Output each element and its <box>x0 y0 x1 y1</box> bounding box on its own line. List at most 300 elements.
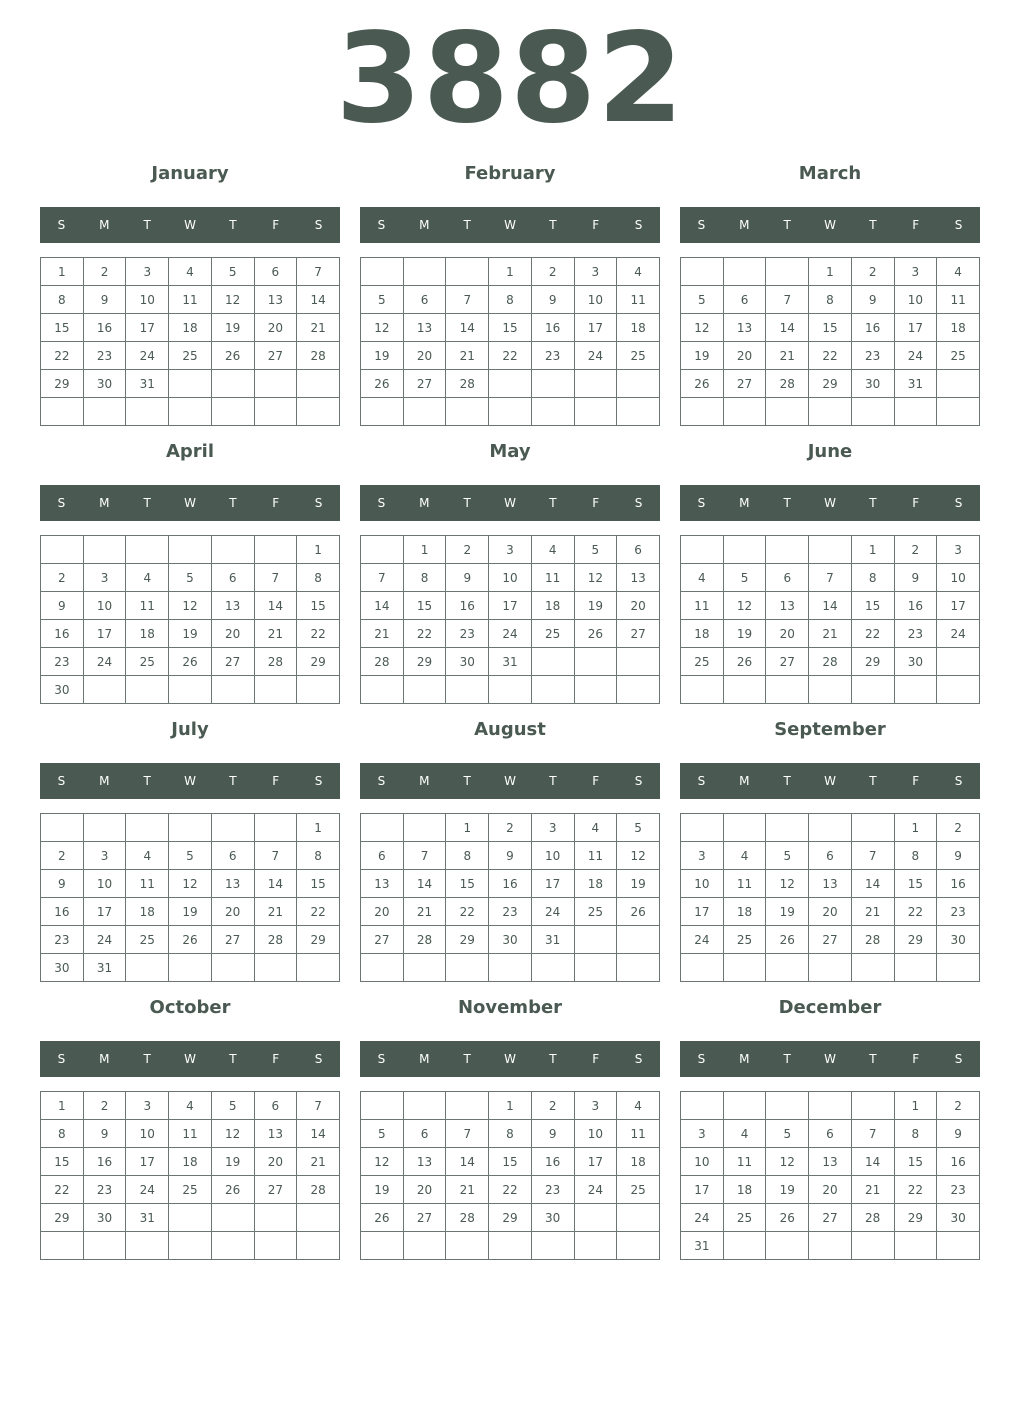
day-cell: 2 <box>489 814 532 842</box>
week-row <box>681 898 980 926</box>
day-cell: 9 <box>937 1120 980 1148</box>
weekday-label: F <box>592 496 600 510</box>
week-row <box>681 1232 980 1260</box>
empty-day-cell <box>446 258 489 286</box>
day-cell: 8 <box>489 286 532 314</box>
week-row <box>681 1092 980 1120</box>
month-name: April <box>165 441 215 462</box>
day-cell: 19 <box>169 620 212 648</box>
month-october <box>40 984 340 1262</box>
week-row <box>41 286 340 314</box>
empty-day-cell <box>254 676 297 704</box>
month-name: May <box>489 441 531 462</box>
weekday-label: M <box>739 1052 750 1066</box>
day-cell: 12 <box>211 1120 254 1148</box>
empty-day-cell <box>254 536 297 564</box>
week-row <box>681 676 980 704</box>
day-cell: 25 <box>723 926 766 954</box>
day-cell: 22 <box>894 898 937 926</box>
day-cell: 3 <box>681 1120 724 1148</box>
day-cell: 19 <box>681 342 724 370</box>
day-cell: 10 <box>126 1120 169 1148</box>
day-cell: 11 <box>723 1148 766 1176</box>
week-row <box>681 286 980 314</box>
weekday-label: F <box>272 1052 280 1066</box>
empty-day-cell <box>254 814 297 842</box>
week-row <box>41 370 340 398</box>
empty-day-cell <box>361 814 404 842</box>
week-row <box>41 536 340 564</box>
day-cell: 8 <box>41 1120 84 1148</box>
week-row <box>361 536 660 564</box>
day-cell: 27 <box>809 926 852 954</box>
weekday-header <box>680 1041 980 1077</box>
day-cell: 22 <box>41 1176 84 1204</box>
weekday-label: S <box>377 1052 386 1066</box>
day-cell: 6 <box>361 842 404 870</box>
empty-day-cell <box>766 536 809 564</box>
day-cell: 8 <box>809 286 852 314</box>
empty-day-cell <box>254 954 297 982</box>
day-cell: 18 <box>169 314 212 342</box>
day-cell: 17 <box>574 314 617 342</box>
day-cell: 24 <box>531 898 574 926</box>
empty-day-cell <box>617 648 660 676</box>
weekday-label: S <box>314 1052 323 1066</box>
day-cell: 29 <box>809 370 852 398</box>
weekday-label: S <box>57 218 66 232</box>
day-cell: 25 <box>723 1204 766 1232</box>
day-cell: 26 <box>361 370 404 398</box>
day-cell: 31 <box>126 370 169 398</box>
day-cell: 15 <box>41 314 84 342</box>
day-cell: 7 <box>851 1120 894 1148</box>
weekday-label: M <box>99 774 110 788</box>
day-cell: 26 <box>766 926 809 954</box>
day-cell: 3 <box>489 536 532 564</box>
empty-day-cell <box>254 1232 297 1260</box>
day-cell: 13 <box>617 564 660 592</box>
day-cell: 28 <box>254 648 297 676</box>
weekday-label: S <box>314 774 323 788</box>
day-cell: 13 <box>254 286 297 314</box>
day-cell: 27 <box>723 370 766 398</box>
empty-day-cell <box>574 676 617 704</box>
day-cell: 22 <box>297 898 340 926</box>
day-cell: 19 <box>169 898 212 926</box>
weekday-label: F <box>912 774 920 788</box>
day-cell: 11 <box>126 592 169 620</box>
empty-day-cell <box>211 676 254 704</box>
day-cell: 10 <box>83 870 126 898</box>
month-september <box>680 706 980 984</box>
day-cell: 4 <box>574 814 617 842</box>
empty-day-cell <box>361 258 404 286</box>
week-row <box>361 1176 660 1204</box>
day-cell: 3 <box>894 258 937 286</box>
day-cell: 17 <box>83 898 126 926</box>
day-cell: 6 <box>617 536 660 564</box>
day-cell: 17 <box>489 592 532 620</box>
week-row <box>681 1204 980 1232</box>
empty-day-cell <box>169 536 212 564</box>
days-table <box>360 535 660 704</box>
empty-day-cell <box>446 1092 489 1120</box>
day-cell: 7 <box>254 564 297 592</box>
empty-day-cell <box>126 1232 169 1260</box>
day-cell: 22 <box>446 898 489 926</box>
day-cell: 1 <box>894 1092 937 1120</box>
day-cell: 3 <box>937 536 980 564</box>
day-cell: 24 <box>126 342 169 370</box>
day-cell: 8 <box>297 842 340 870</box>
day-cell: 2 <box>83 1092 126 1120</box>
day-cell: 25 <box>574 898 617 926</box>
empty-day-cell <box>937 398 980 426</box>
day-cell: 29 <box>41 1204 84 1232</box>
day-cell: 24 <box>574 1176 617 1204</box>
day-cell: 2 <box>531 1092 574 1120</box>
empty-day-cell <box>531 398 574 426</box>
day-cell: 30 <box>83 1204 126 1232</box>
empty-day-cell <box>403 954 446 982</box>
week-row <box>361 258 660 286</box>
days-table <box>360 257 660 426</box>
empty-day-cell <box>617 1204 660 1232</box>
empty-day-cell <box>361 1232 404 1260</box>
day-cell: 6 <box>766 564 809 592</box>
day-cell: 23 <box>83 1176 126 1204</box>
day-cell: 31 <box>83 954 126 982</box>
day-cell: 9 <box>41 870 84 898</box>
empty-day-cell <box>723 398 766 426</box>
day-cell: 29 <box>894 1204 937 1232</box>
empty-day-cell <box>489 1232 532 1260</box>
weekday-header <box>40 1041 340 1077</box>
day-cell: 14 <box>851 1148 894 1176</box>
day-cell: 5 <box>617 814 660 842</box>
day-cell: 31 <box>681 1232 724 1260</box>
day-cell: 23 <box>41 648 84 676</box>
day-cell: 5 <box>361 286 404 314</box>
empty-day-cell <box>574 926 617 954</box>
weekday-label: T <box>143 774 151 788</box>
day-cell: 12 <box>361 1148 404 1176</box>
day-cell: 1 <box>297 536 340 564</box>
empty-day-cell <box>169 1204 212 1232</box>
day-cell: 13 <box>254 1120 297 1148</box>
empty-day-cell <box>617 370 660 398</box>
day-cell: 27 <box>403 1204 446 1232</box>
week-row <box>41 814 340 842</box>
day-cell: 30 <box>851 370 894 398</box>
empty-day-cell <box>937 676 980 704</box>
day-cell: 2 <box>446 536 489 564</box>
weekday-label: F <box>272 218 280 232</box>
day-cell: 5 <box>169 564 212 592</box>
day-cell: 4 <box>169 258 212 286</box>
day-cell: 26 <box>169 926 212 954</box>
day-cell: 19 <box>574 592 617 620</box>
day-cell: 15 <box>894 1148 937 1176</box>
day-cell: 18 <box>617 314 660 342</box>
day-cell: 14 <box>809 592 852 620</box>
week-row <box>361 1148 660 1176</box>
empty-day-cell <box>489 954 532 982</box>
empty-day-cell <box>83 814 126 842</box>
week-row <box>681 1176 980 1204</box>
day-cell: 27 <box>809 1204 852 1232</box>
empty-day-cell <box>723 676 766 704</box>
day-cell: 9 <box>489 842 532 870</box>
days-table <box>680 1091 980 1260</box>
day-cell: 16 <box>894 592 937 620</box>
day-cell: 12 <box>617 842 660 870</box>
day-cell: 6 <box>723 286 766 314</box>
weekday-label: T <box>143 1052 151 1066</box>
empty-day-cell <box>617 1232 660 1260</box>
day-cell: 10 <box>574 1120 617 1148</box>
weekday-label: M <box>419 218 430 232</box>
week-row <box>681 564 980 592</box>
day-cell: 16 <box>41 898 84 926</box>
day-cell: 19 <box>766 898 809 926</box>
empty-day-cell <box>766 1092 809 1120</box>
empty-day-cell <box>574 648 617 676</box>
day-cell: 25 <box>617 342 660 370</box>
empty-day-cell <box>126 814 169 842</box>
weekday-label: T <box>783 1052 791 1066</box>
weekday-label: T <box>869 496 877 510</box>
day-cell: 24 <box>937 620 980 648</box>
empty-day-cell <box>574 1204 617 1232</box>
day-cell: 21 <box>254 620 297 648</box>
day-cell: 26 <box>211 1176 254 1204</box>
week-row <box>41 258 340 286</box>
empty-day-cell <box>126 398 169 426</box>
day-cell: 14 <box>361 592 404 620</box>
empty-day-cell <box>361 676 404 704</box>
day-cell: 13 <box>809 870 852 898</box>
day-cell: 24 <box>126 1176 169 1204</box>
empty-day-cell <box>211 954 254 982</box>
day-cell: 6 <box>809 842 852 870</box>
weekday-label: F <box>592 1052 600 1066</box>
day-cell: 20 <box>809 898 852 926</box>
day-cell: 9 <box>894 564 937 592</box>
empty-day-cell <box>851 1232 894 1260</box>
day-cell: 21 <box>297 1148 340 1176</box>
day-cell: 11 <box>126 870 169 898</box>
weekday-label: S <box>634 774 643 788</box>
day-cell: 15 <box>403 592 446 620</box>
weekday-header <box>680 207 980 243</box>
empty-day-cell <box>254 398 297 426</box>
empty-day-cell <box>723 536 766 564</box>
day-cell: 2 <box>937 814 980 842</box>
day-cell: 2 <box>531 258 574 286</box>
empty-day-cell <box>83 1232 126 1260</box>
day-cell: 30 <box>83 370 126 398</box>
week-row <box>41 648 340 676</box>
months-grid <box>40 150 980 1262</box>
day-cell: 25 <box>617 1176 660 1204</box>
week-row <box>41 898 340 926</box>
week-row <box>361 926 660 954</box>
weekday-label: S <box>377 774 386 788</box>
day-cell: 20 <box>211 620 254 648</box>
day-cell: 4 <box>723 1120 766 1148</box>
week-row <box>361 1092 660 1120</box>
empty-day-cell <box>41 814 84 842</box>
empty-day-cell <box>574 370 617 398</box>
day-cell: 20 <box>403 342 446 370</box>
empty-day-cell <box>297 398 340 426</box>
day-cell: 9 <box>531 1120 574 1148</box>
days-table <box>360 1091 660 1260</box>
empty-day-cell <box>681 676 724 704</box>
day-cell: 7 <box>809 564 852 592</box>
day-cell: 2 <box>937 1092 980 1120</box>
empty-day-cell <box>489 370 532 398</box>
empty-day-cell <box>766 954 809 982</box>
day-cell: 30 <box>894 648 937 676</box>
week-row <box>361 676 660 704</box>
week-row <box>681 926 980 954</box>
day-cell: 7 <box>254 842 297 870</box>
weekday-label: T <box>463 774 471 788</box>
weekday-label: S <box>634 496 643 510</box>
weekday-label: S <box>954 496 963 510</box>
empty-day-cell <box>403 676 446 704</box>
day-cell: 29 <box>403 648 446 676</box>
day-cell: 12 <box>681 314 724 342</box>
empty-day-cell <box>361 1092 404 1120</box>
day-cell: 17 <box>83 620 126 648</box>
day-cell: 2 <box>851 258 894 286</box>
day-cell: 11 <box>723 870 766 898</box>
days-table <box>40 535 340 704</box>
empty-day-cell <box>446 954 489 982</box>
weekday-label: T <box>869 218 877 232</box>
empty-day-cell <box>211 536 254 564</box>
day-cell: 9 <box>83 1120 126 1148</box>
day-cell: 23 <box>937 1176 980 1204</box>
day-cell: 7 <box>403 842 446 870</box>
day-cell: 24 <box>83 648 126 676</box>
day-cell: 26 <box>574 620 617 648</box>
empty-day-cell <box>617 926 660 954</box>
day-cell: 1 <box>894 814 937 842</box>
weekday-label: W <box>824 774 836 788</box>
day-cell: 19 <box>766 1176 809 1204</box>
day-cell: 18 <box>574 870 617 898</box>
day-cell: 17 <box>574 1148 617 1176</box>
week-row <box>681 620 980 648</box>
weekday-label: M <box>419 774 430 788</box>
day-cell: 18 <box>617 1148 660 1176</box>
weekday-label: W <box>824 496 836 510</box>
weekday-label: T <box>463 218 471 232</box>
day-cell: 20 <box>723 342 766 370</box>
day-cell: 29 <box>297 648 340 676</box>
empty-day-cell <box>169 676 212 704</box>
day-cell: 14 <box>254 870 297 898</box>
week-row <box>41 926 340 954</box>
weekday-label: W <box>824 218 836 232</box>
day-cell: 24 <box>681 1204 724 1232</box>
day-cell: 28 <box>297 1176 340 1204</box>
week-row <box>41 676 340 704</box>
weekday-label: S <box>634 1052 643 1066</box>
days-table <box>40 257 340 426</box>
day-cell: 6 <box>403 286 446 314</box>
day-cell: 16 <box>83 1148 126 1176</box>
empty-day-cell <box>531 648 574 676</box>
empty-day-cell <box>169 1232 212 1260</box>
empty-day-cell <box>809 398 852 426</box>
weekday-label: M <box>99 218 110 232</box>
day-cell: 5 <box>766 842 809 870</box>
empty-day-cell <box>361 536 404 564</box>
day-cell: 14 <box>297 1120 340 1148</box>
empty-day-cell <box>809 814 852 842</box>
empty-day-cell <box>809 1092 852 1120</box>
days-table <box>40 1091 340 1260</box>
weekday-label: S <box>697 1052 706 1066</box>
weekday-label: S <box>57 774 66 788</box>
day-cell: 5 <box>211 1092 254 1120</box>
weekday-header <box>360 207 660 243</box>
month-name: June <box>807 441 853 462</box>
day-cell: 5 <box>169 842 212 870</box>
weekday-label: M <box>739 496 750 510</box>
weekday-header <box>680 485 980 521</box>
week-row <box>361 648 660 676</box>
day-cell: 10 <box>894 286 937 314</box>
day-cell: 1 <box>851 536 894 564</box>
week-row <box>681 954 980 982</box>
empty-day-cell <box>894 398 937 426</box>
empty-day-cell <box>574 954 617 982</box>
weekday-header <box>360 1041 660 1077</box>
week-row <box>41 954 340 982</box>
empty-day-cell <box>403 1232 446 1260</box>
day-cell: 22 <box>489 1176 532 1204</box>
day-cell: 16 <box>531 314 574 342</box>
day-cell: 13 <box>361 870 404 898</box>
day-cell: 7 <box>297 1092 340 1120</box>
weekday-label: W <box>504 774 516 788</box>
day-cell: 27 <box>361 926 404 954</box>
year-title: 3882 <box>335 7 685 151</box>
day-cell: 21 <box>297 314 340 342</box>
empty-day-cell <box>297 954 340 982</box>
day-cell: 18 <box>723 898 766 926</box>
empty-day-cell <box>531 676 574 704</box>
weekday-label: S <box>954 774 963 788</box>
empty-day-cell <box>681 814 724 842</box>
day-cell: 4 <box>617 258 660 286</box>
day-cell: 20 <box>809 1176 852 1204</box>
week-row <box>361 1232 660 1260</box>
empty-day-cell <box>723 954 766 982</box>
day-cell: 11 <box>169 286 212 314</box>
day-cell: 31 <box>894 370 937 398</box>
day-cell: 18 <box>723 1176 766 1204</box>
weekday-label: F <box>272 774 280 788</box>
day-cell: 2 <box>894 536 937 564</box>
